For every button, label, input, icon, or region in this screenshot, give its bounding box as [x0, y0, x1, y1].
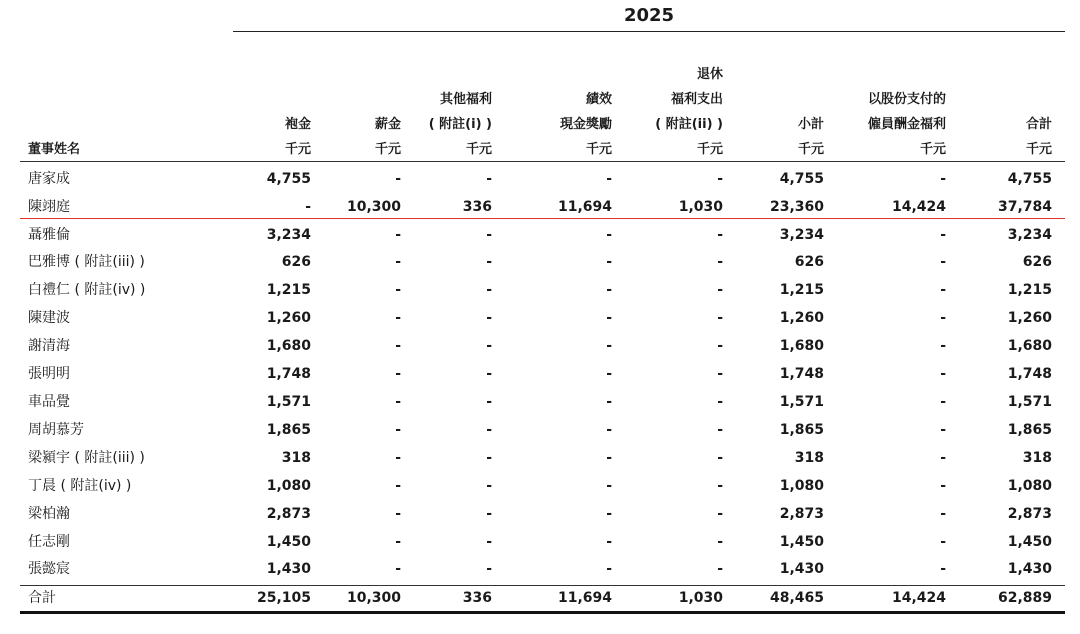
- total-double-rule: [20, 611, 1065, 614]
- column-header-label: 退休: [696, 67, 723, 82]
- amount-cell: -: [486, 366, 492, 382]
- amount-cell: 1,430: [779, 561, 824, 577]
- amount-cell: 318: [1022, 450, 1052, 466]
- table-row: [0, 473, 1080, 500]
- column-header-label: 以股份支付的: [867, 92, 946, 107]
- amount-cell: -: [486, 227, 492, 243]
- table-row: [0, 222, 1080, 249]
- amount-cell: -: [940, 561, 946, 577]
- amount-cell: 4,755: [1007, 171, 1052, 187]
- year-heading: 2025: [623, 5, 675, 26]
- amount-cell: 1,215: [779, 282, 824, 298]
- amount-cell: -: [486, 506, 492, 522]
- amount-cell: -: [940, 450, 946, 466]
- highlight-underline: [20, 218, 1065, 219]
- column-header-label: 小計: [797, 117, 824, 132]
- column-header-director-name: 董事姓名: [28, 142, 81, 157]
- amount-cell: -: [395, 506, 401, 522]
- amount-cell: 1,450: [266, 534, 311, 550]
- amount-cell: 14,424: [891, 590, 946, 606]
- amount-cell: 626: [281, 254, 311, 270]
- amount-cell: -: [395, 282, 401, 298]
- table-row: [0, 305, 1080, 332]
- amount-cell: 11,694: [557, 590, 612, 606]
- amount-cell: 1,215: [266, 282, 311, 298]
- amount-cell: 1,571: [779, 394, 824, 410]
- table-row: [0, 277, 1080, 304]
- amount-cell: -: [940, 534, 946, 550]
- amount-cell: -: [395, 450, 401, 466]
- column-header-label: 薪金: [374, 117, 401, 132]
- amount-cell: -: [940, 394, 946, 410]
- amount-cell: 1,748: [266, 366, 311, 382]
- amount-cell: 2,873: [266, 506, 311, 522]
- amount-cell: 25,105: [256, 590, 311, 606]
- amount-cell: -: [940, 227, 946, 243]
- amount-cell: -: [717, 450, 723, 466]
- amount-cell: -: [717, 506, 723, 522]
- column-unit-label: 千元: [696, 142, 723, 157]
- director-name-cell: 丁晨 ( 附註(iv) ): [28, 478, 132, 494]
- column-header-label: ( 附註(i) ): [428, 117, 492, 132]
- amount-cell: 14,424: [891, 199, 946, 215]
- amount-cell: 1,080: [779, 478, 824, 494]
- amount-cell: 1,080: [1007, 478, 1052, 494]
- amount-cell: 1,748: [779, 366, 824, 382]
- amount-cell: -: [717, 478, 723, 494]
- amount-cell: 37,784: [997, 199, 1052, 215]
- amount-cell: 3,234: [266, 227, 311, 243]
- amount-cell: -: [606, 450, 612, 466]
- amount-cell: 1,080: [266, 478, 311, 494]
- director-name-cell: 車品覺: [28, 394, 70, 410]
- amount-cell: -: [486, 394, 492, 410]
- amount-cell: 3,234: [779, 227, 824, 243]
- amount-cell: 62,889: [997, 590, 1052, 606]
- amount-cell: 1,748: [1007, 366, 1052, 382]
- amount-cell: 1,030: [678, 590, 723, 606]
- amount-cell: 4,755: [266, 171, 311, 187]
- director-name-cell: 陳翊庭: [28, 199, 70, 215]
- amount-cell: -: [940, 254, 946, 270]
- director-name-cell: 周胡慕芳: [28, 422, 84, 438]
- table-row: [0, 194, 1080, 221]
- amount-cell: -: [717, 171, 723, 187]
- amount-cell: 1,571: [266, 394, 311, 410]
- amount-cell: 336: [462, 590, 492, 606]
- table-row: [0, 166, 1080, 193]
- amount-cell: -: [395, 534, 401, 550]
- amount-cell: 318: [281, 450, 311, 466]
- column-header-label: 福利支出: [670, 92, 723, 107]
- amount-cell: 10,300: [346, 199, 401, 215]
- amount-cell: 1,260: [779, 310, 824, 326]
- amount-cell: -: [717, 561, 723, 577]
- amount-cell: -: [486, 310, 492, 326]
- amount-cell: -: [395, 254, 401, 270]
- director-name-cell: 任志剛: [28, 534, 70, 550]
- amount-cell: -: [606, 478, 612, 494]
- amount-cell: -: [606, 171, 612, 187]
- amount-cell: -: [395, 366, 401, 382]
- amount-cell: 1,450: [779, 534, 824, 550]
- amount-cell: -: [940, 422, 946, 438]
- table-row: [0, 529, 1080, 556]
- amount-cell: 336: [462, 199, 492, 215]
- amount-cell: 1,260: [1007, 310, 1052, 326]
- amount-cell: 1,680: [779, 338, 824, 354]
- amount-cell: -: [606, 282, 612, 298]
- amount-cell: 626: [1022, 254, 1052, 270]
- amount-cell: -: [940, 171, 946, 187]
- amount-cell: -: [606, 227, 612, 243]
- amount-cell: 23,360: [769, 199, 824, 215]
- amount-cell: -: [486, 561, 492, 577]
- column-header-label: ( 附註(ii) ): [655, 117, 723, 132]
- amount-cell: 3,234: [1007, 227, 1052, 243]
- amount-cell: -: [395, 310, 401, 326]
- amount-cell: -: [486, 450, 492, 466]
- amount-cell: -: [717, 227, 723, 243]
- director-name-cell: 聶雅倫: [28, 227, 70, 243]
- amount-cell: 1,215: [1007, 282, 1052, 298]
- column-header-label: 績效: [585, 92, 612, 107]
- amount-cell: -: [486, 534, 492, 550]
- amount-cell: -: [606, 506, 612, 522]
- amount-cell: 11,694: [557, 199, 612, 215]
- director-name-cell: 梁潁宇 ( 附註(iii) ): [28, 450, 145, 466]
- table-row: [0, 445, 1080, 472]
- amount-cell: -: [717, 534, 723, 550]
- director-name-cell: 合計: [28, 590, 56, 606]
- amount-cell: -: [486, 422, 492, 438]
- director-name-cell: 梁柏瀚: [28, 506, 70, 522]
- amount-cell: 48,465: [769, 590, 824, 606]
- table-row: [0, 333, 1080, 360]
- amount-cell: 4,755: [779, 171, 824, 187]
- director-name-cell: 謝清海: [28, 338, 70, 354]
- amount-cell: -: [717, 310, 723, 326]
- director-name-cell: 張懿宸: [28, 561, 70, 577]
- amount-cell: -: [305, 199, 311, 215]
- amount-cell: -: [940, 506, 946, 522]
- amount-cell: 1,430: [266, 561, 311, 577]
- column-header-label: 其他福利: [439, 92, 492, 107]
- total-divider: [20, 585, 1065, 586]
- amount-cell: 1,571: [1007, 394, 1052, 410]
- amount-cell: -: [395, 561, 401, 577]
- amount-cell: 318: [794, 450, 824, 466]
- amount-cell: -: [486, 254, 492, 270]
- amount-cell: 1,865: [266, 422, 311, 438]
- amount-cell: -: [486, 282, 492, 298]
- amount-cell: 2,873: [1007, 506, 1052, 522]
- amount-cell: -: [486, 171, 492, 187]
- amount-cell: -: [606, 254, 612, 270]
- amount-cell: -: [606, 534, 612, 550]
- amount-cell: 1,865: [1007, 422, 1052, 438]
- column-header-label: 合計: [1025, 117, 1052, 132]
- amount-cell: -: [940, 310, 946, 326]
- director-name-cell: 白禮仁 ( 附註(iv) ): [28, 282, 146, 298]
- director-name-cell: 唐家成: [28, 171, 70, 187]
- table-row: [0, 389, 1080, 416]
- column-unit-label: 千元: [919, 142, 946, 157]
- amount-cell: 626: [794, 254, 824, 270]
- amount-cell: 10,300: [346, 590, 401, 606]
- amount-cell: -: [940, 478, 946, 494]
- amount-cell: -: [717, 394, 723, 410]
- column-unit-label: 千元: [284, 142, 311, 157]
- amount-cell: 1,260: [266, 310, 311, 326]
- director-name-cell: 巴雅博 ( 附註(iii) ): [28, 254, 145, 270]
- amount-cell: 1,680: [1007, 338, 1052, 354]
- amount-cell: 1,030: [678, 199, 723, 215]
- total-row: [0, 585, 1080, 612]
- column-unit-label: 千元: [1025, 142, 1052, 157]
- column-unit-label: 千元: [374, 142, 401, 157]
- amount-cell: -: [606, 366, 612, 382]
- amount-cell: -: [606, 394, 612, 410]
- amount-cell: -: [606, 310, 612, 326]
- amount-cell: -: [717, 366, 723, 382]
- amount-cell: -: [395, 478, 401, 494]
- amount-cell: 1,680: [266, 338, 311, 354]
- amount-cell: -: [717, 254, 723, 270]
- column-header-label: 現金獎勵: [559, 117, 612, 132]
- column-header-label: 袍金: [284, 117, 311, 132]
- amount-cell: 1,450: [1007, 534, 1052, 550]
- table-row: [0, 556, 1080, 583]
- amount-cell: -: [486, 338, 492, 354]
- column-unit-label: 千元: [465, 142, 492, 157]
- amount-cell: -: [606, 422, 612, 438]
- amount-cell: -: [940, 338, 946, 354]
- amount-cell: -: [395, 338, 401, 354]
- director-name-cell: 張明明: [28, 366, 70, 382]
- amount-cell: -: [606, 561, 612, 577]
- amount-cell: -: [486, 478, 492, 494]
- amount-cell: -: [940, 366, 946, 382]
- amount-cell: -: [940, 282, 946, 298]
- table-row: [0, 417, 1080, 444]
- header-divider: [20, 161, 1065, 162]
- amount-cell: -: [717, 422, 723, 438]
- column-unit-label: 千元: [585, 142, 612, 157]
- table-row: [0, 249, 1080, 276]
- director-name-cell: 陳建波: [28, 310, 70, 326]
- amount-cell: -: [395, 171, 401, 187]
- amount-cell: -: [395, 227, 401, 243]
- column-unit-label: 千元: [797, 142, 824, 157]
- amount-cell: -: [717, 338, 723, 354]
- amount-cell: 1,865: [779, 422, 824, 438]
- year-divider: [233, 31, 1065, 32]
- table-row: [0, 361, 1080, 388]
- amount-cell: 1,430: [1007, 561, 1052, 577]
- amount-cell: 2,873: [779, 506, 824, 522]
- amount-cell: -: [395, 422, 401, 438]
- amount-cell: -: [395, 394, 401, 410]
- amount-cell: -: [717, 282, 723, 298]
- table-row: [0, 501, 1080, 528]
- amount-cell: -: [606, 338, 612, 354]
- column-header-label: 僱員酬金福利: [867, 117, 946, 132]
